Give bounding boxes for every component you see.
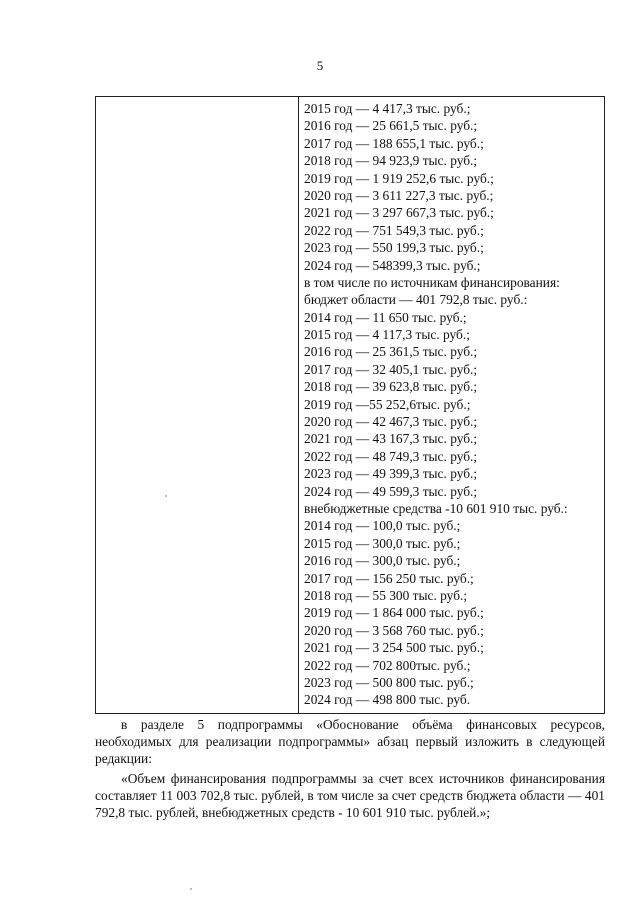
table-right-cell bbox=[304, 100, 600, 709]
table-line: 2018 год — 39 623,8 тыс. руб.; bbox=[304, 379, 478, 395]
table-line: бюджет области — 401 792,8 тыс. руб.: bbox=[304, 292, 528, 308]
page-number: 5 bbox=[316, 58, 324, 73]
table-line: 2020 год — 42 467,3 тыс. руб.; bbox=[304, 414, 478, 430]
table-line: 2014 год — 11 650 тыс. руб.; bbox=[304, 309, 467, 325]
table-line: в том числе по источникам финансирования: bbox=[304, 274, 560, 290]
table-line: 2021 год — 3 297 667,3 тыс. руб.; bbox=[304, 205, 494, 221]
table-line: 2024 год — 498 800 тыс. руб. bbox=[304, 692, 471, 708]
table-line: 2022 год — 48 749,3 тыс. руб.; bbox=[304, 448, 478, 464]
table-line: 2016 год — 25 661,5 тыс. руб.; bbox=[304, 118, 478, 134]
table-line: 2020 год — 3 568 760 тыс. руб.; bbox=[304, 622, 484, 638]
table-line: 2015 год — 4 117,3 тыс. руб.; bbox=[304, 327, 470, 343]
table-line: 2019 год — 1 864 000 тыс. руб.; bbox=[304, 605, 484, 621]
table-line: 2017 год — 32 405,1 тыс. руб.; bbox=[304, 361, 478, 377]
table-line: 2023 год — 500 800 тыс. руб.; bbox=[304, 674, 474, 690]
table-line: 2021 год — 3 254 500 тыс. руб.; bbox=[304, 640, 484, 656]
table-line: 2024 год — 49 599,3 тыс. руб.; bbox=[304, 483, 478, 499]
table-line: 2022 год — 751 549,3 тыс. руб.; bbox=[304, 222, 484, 238]
table-line: 2016 год — 300,0 тыс. руб.; bbox=[304, 553, 461, 569]
table-line: 2016 год — 25 361,5 тыс. руб.; bbox=[304, 344, 478, 360]
paragraph-section-5-amendment: в разделе 5 подпрограммы «Обоснование объёма финансовых ресурсов, необходимых для реализации подпрограммы» абзац первый изложить в следующей редакции: bbox=[95, 717, 605, 766]
table-line: 2023 год — 550 199,3 тыс. руб.; bbox=[304, 240, 484, 256]
table-line: 2014 год — 100,0 тыс. руб.; bbox=[304, 518, 461, 534]
table-line: 2019 год — 1 919 252,6 тыс. руб.; bbox=[304, 170, 494, 186]
scan-speck bbox=[165, 495, 167, 497]
scan-speck bbox=[190, 888, 192, 890]
table-left-cell bbox=[96, 97, 299, 713]
table-line: внебюджетные средства -10 601 910 тыс. руб.: bbox=[304, 500, 568, 516]
table-line: 2017 год — 156 250 тыс. руб.; bbox=[304, 570, 474, 586]
table-line: 2024 год — 548399,3 тыс. руб.; bbox=[304, 257, 481, 273]
table-line: 2017 год — 188 655,1 тыс. руб.; bbox=[304, 135, 484, 151]
table-line: 2021 год — 43 167,3 тыс. руб.; bbox=[304, 431, 478, 447]
table-line: 2020 год — 3 611 227,3 тыс. руб.; bbox=[304, 187, 494, 203]
paragraph-financing-volume: «Объем финансирования подпрограммы за счет всех источников финансирования составляет 11 003 702,8 тыс. рублей, в том числе за счет средств бюджета области — 401 792,8 тыс. рублей, внебюджетных средств - 10 601 910 тыс. рублей.»; bbox=[95, 771, 605, 820]
table-line: 2018 год — 55 300 тыс. руб.; bbox=[304, 587, 468, 603]
financing-table bbox=[95, 96, 605, 714]
table-line: 2015 год — 4 417,3 тыс. руб.; bbox=[304, 101, 471, 116]
table-line: 2019 год —55 252,6тыс. руб.; bbox=[304, 396, 471, 412]
table-line: 2023 год — 49 399,3 тыс. руб.; bbox=[304, 466, 478, 482]
table-line: 2022 год — 702 800тыс. руб.; bbox=[304, 657, 471, 673]
table-line: 2018 год — 94 923,9 тыс. руб.; bbox=[304, 153, 478, 169]
table-line: 2015 год — 300,0 тыс. руб.; bbox=[304, 535, 461, 551]
